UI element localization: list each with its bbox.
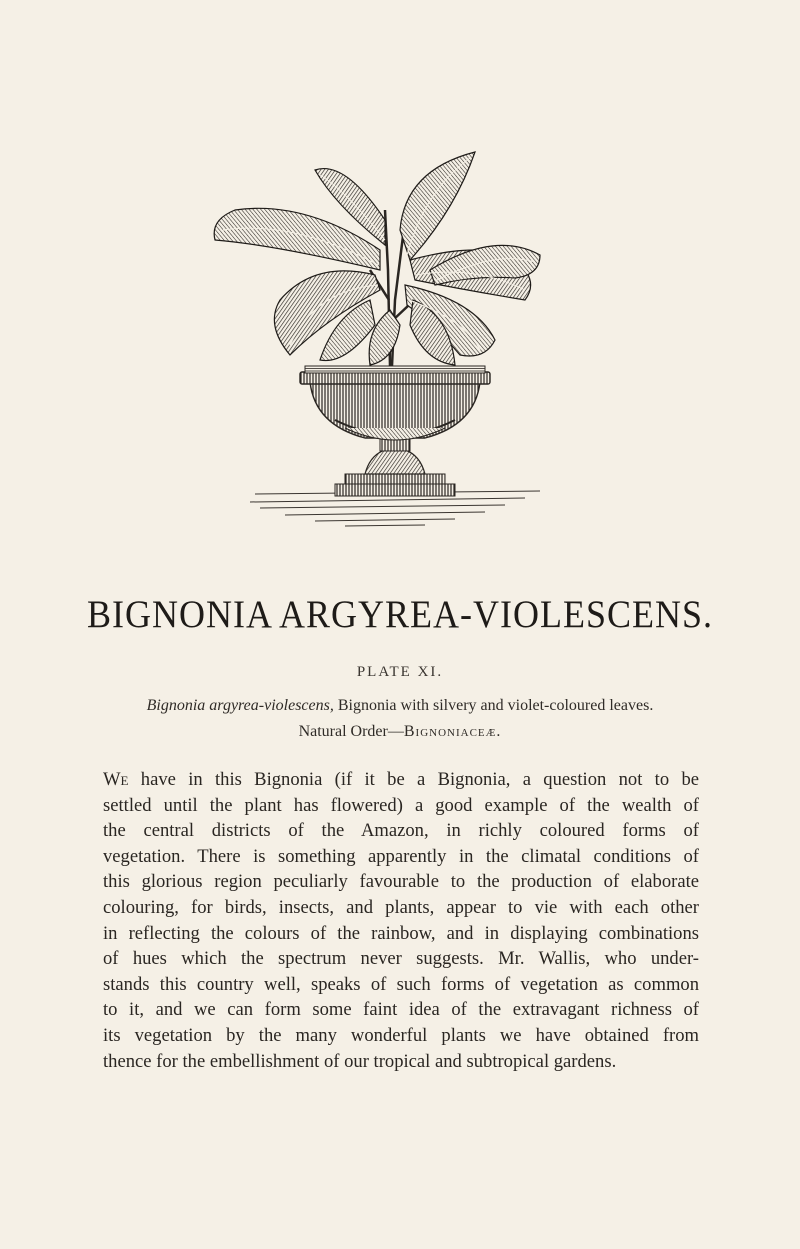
latin-name: Bignonia argyrea-violescens, [146,697,334,714]
body-line: in reflecting the colours of the rainbow, and in displaying combinations [103,922,699,944]
body-line: its vegetation by the many wonderful plants we have obtained from [103,1024,699,1046]
body-line: vegetation. There is something apparently in the climatal conditions of [103,845,699,867]
body-paragraph [103,767,699,1074]
species-description: Bignonia with silvery and violet-coloured leaves. [333,697,654,714]
body-line: settled until the plant has flowered) a good example of the wealth of [103,794,699,816]
body-line: of hues which the spectrum never suggests. Mr. Wallis, who under- [103,948,699,970]
order-prefix: Natural Order— [298,723,404,740]
body-line: to it, and we can form some faint idea of the extravagant richness of [103,999,699,1021]
urn-rim [300,372,490,384]
leaves [214,152,540,365]
plate-title: BIGNONIA ARGYREA-VIOLESCENS. [86,592,713,636]
body-line: the central districts of the Amazon, in richly coloured forms of [103,820,699,842]
body-line: stands this country well, speaks of such forms of vegetation as common [103,973,699,995]
species-caption [0,697,800,715]
body-line: colouring, for birds, insects, and plants, appear to vie with each other [103,896,699,918]
body-line: We have in this Bignonia (if it be a Bignonia, a question not to be [103,769,699,790]
order-name: Bignoniaceæ. [403,723,502,740]
lead-word: We [103,769,129,790]
body-line: this glorious region peculiarly favourable to the production of elaborate [103,871,699,893]
natural-order-caption [0,723,800,741]
body-line: thence for the embellishment of our tropical and subtropical gardens. [103,1050,617,1072]
urn-plinth [335,484,455,496]
plant-urn-illustration [195,150,575,540]
plate-number: PLATE XI. [356,664,444,680]
